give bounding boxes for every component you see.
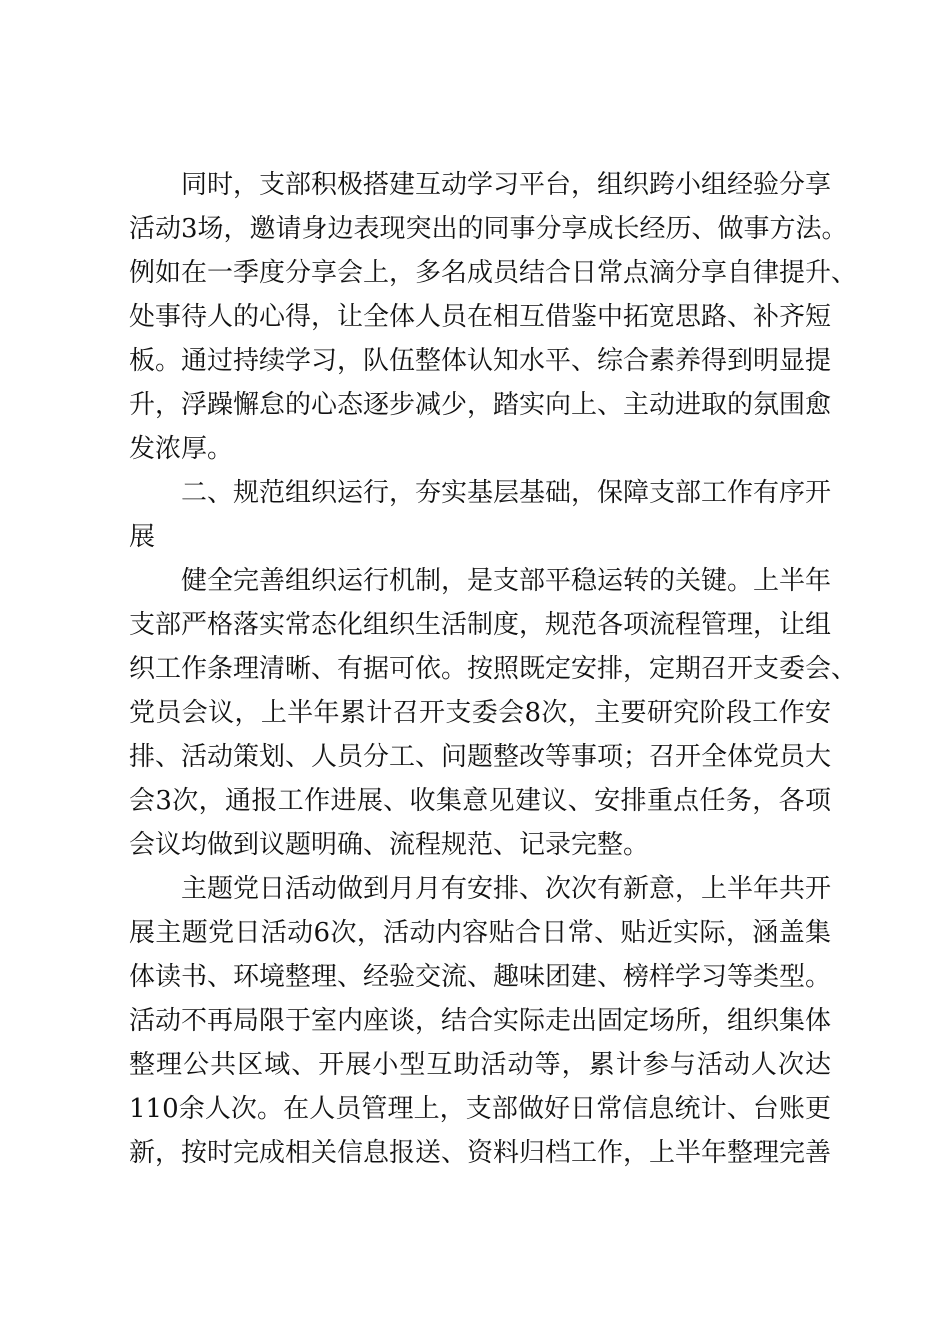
text-line: 活动3场，邀请身边表现突出的同事分享成长经历、做事方法。 [129,214,848,244]
text-line: 织工作条理清晰、有据可依。按照既定安排，定期召开支委会、 [129,654,858,684]
text-line: 整理公共区域、开展小型互助活动等，累计参与活动人次达 [129,1050,831,1080]
text-line: 排、活动策划、人员分工、问题整改等事项；召开全体党员大 [129,742,832,772]
text-line: 会议均做到议题明确、流程规范、记录完整。 [129,830,650,860]
text-line: 活动不再局限于室内座谈，结合实际走出固定场所，组织集体 [129,1006,832,1036]
section-heading-line: 二、规范组织运行，夯实基层基础，保障支部工作有序开 [181,478,832,508]
text-line: 发浓厚。 [129,434,234,464]
text-line: 主题党日活动做到月月有安排、次次有新意，上半年共开 [181,874,832,904]
text-line: 展主题党日活动6次，活动内容贴合日常、贴近实际，涵盖集 [129,918,831,948]
text-line: 党员会议，上半年累计召开支委会8次，主要研究阶段工作安 [129,698,831,728]
text-line: 升，浮躁懈怠的心态逐步减少，踏实向上、主动进取的氛围愈 [129,390,832,420]
text-line: 健全完善组织运行机制，是支部平稳运转的关键。上半年 [181,566,832,596]
text-line: 110余人次。在人员管理上，支部做好日常信息统计、台账更 [129,1094,831,1124]
text-line: 新，按时完成相关信息报送、资料归档工作，上半年整理完善 [129,1138,832,1168]
text-line: 体读书、环境整理、经验交流、趣味团建、榜样学习等类型。 [129,962,832,992]
section-heading-line: 展 [129,522,156,552]
text-line: 板。通过持续学习，队伍整体认知水平、综合素养得到明显提 [129,346,832,376]
text-line: 会3次，通报工作进展、收集意见建议、安排重点任务，各项 [129,786,831,816]
text-line: 处事待人的心得，让全体人员在相互借鉴中拓宽思路、补齐短 [129,302,832,332]
text-line: 例如在一季度分享会上，多名成员结合日常点滴分享自律提升、 [129,258,858,288]
text-line: 同时，支部积极搭建互动学习平台，组织跨小组经验分享 [181,170,832,200]
text-line: 支部严格落实常态化组织生活制度，规范各项流程管理，让组 [129,610,832,640]
